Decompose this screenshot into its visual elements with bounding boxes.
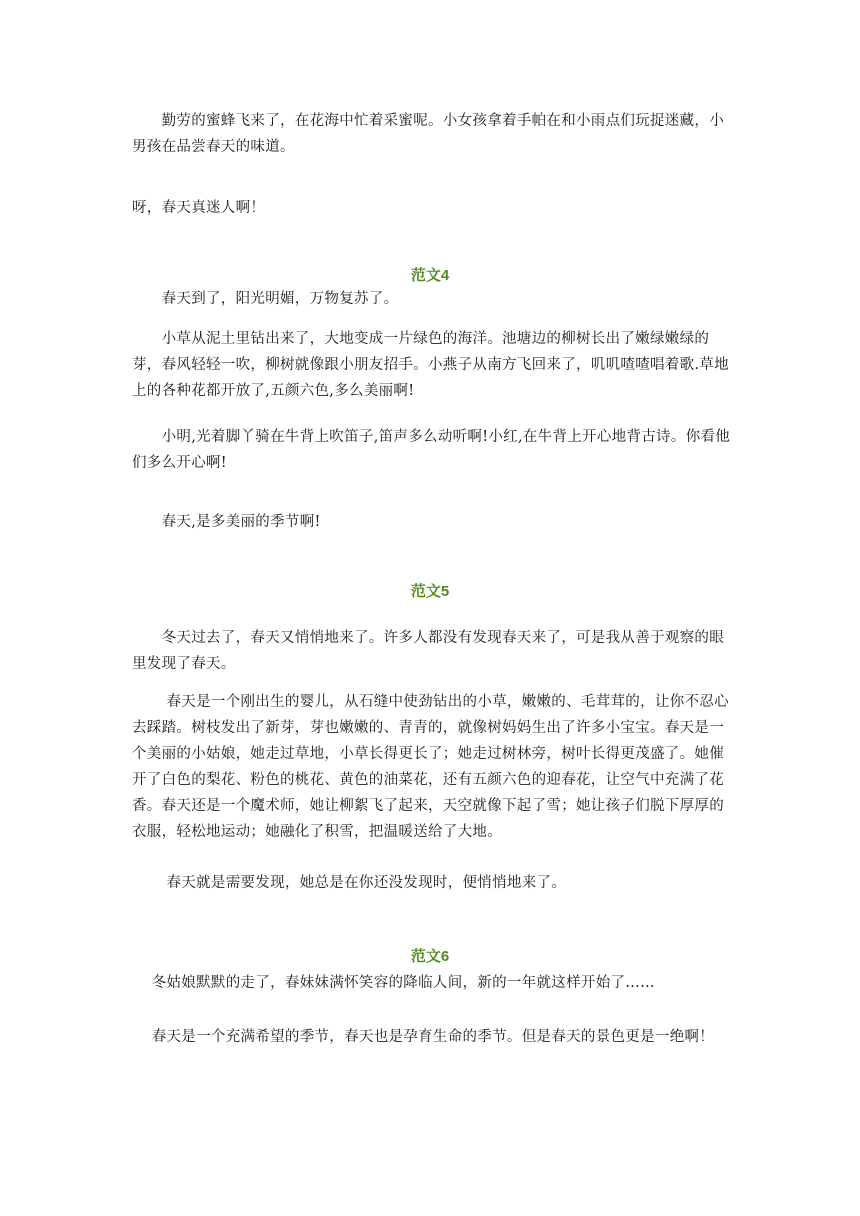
- essay5-heading: 范文5: [410, 583, 450, 600]
- essay4-paragraph-4: 春天,是多美丽的季节啊!: [132, 514, 321, 530]
- essay5-paragraph-2: 春天是一个刚出生的婴儿，从石缝中使劲钻出的小草，嫩嫩的、毛茸茸的，让你不忍心去踩踏。树枝发出了新芽，芽也嫩嫩的、青青的，就像树妈妈生出了许多小宝宝。春天是一个美丽的小姑娘，她走过草地，小草长得更长了；她走过树林旁，树叶长得更茂盛了。她催开了白色的梨花、粉色的桃花、黄色的油菜花，还有五颜六色的迎春花，让空气中充满了花香。春天还是一个魔术师，她让柳絮飞了起来，天空就像下起了雪；她让孩子们脱下厚厚的衣服，轻松地运动；她融化了积雪，把温暖送给了大地。: [132, 694, 729, 840]
- essay4-heading: 范文4: [410, 267, 450, 284]
- intro-paragraph-1: 勤劳的蜜蜂飞来了，在花海中忙着采蜜呢。小女孩拿着手帕在和小雨点们玩捉迷藏，小男孩在品尝春天的味道。: [132, 113, 724, 155]
- essay4-paragraph-3: 小明,光着脚丫骑在牛背上吹笛子,笛声多么动听啊!小红,在牛背上开心地背古诗。你看他们多么开心啊!: [132, 429, 731, 471]
- essay6-paragraph-1: 冬姑娘默默的走了，春妹妹满怀笑容的降临人间，新的一年就这样开始了……: [132, 975, 655, 991]
- essay6-heading: 范文6: [410, 948, 450, 965]
- essay6-paragraph-2: 春天是一个充满希望的季节，春天也是孕育生命的季节。但是春天的景色更是一绝啊！: [132, 1029, 715, 1045]
- intro-paragraph-2: 呀，春天真迷人啊！: [132, 200, 266, 216]
- essay4-paragraph-1: 春天到了，阳光明媚，万物复苏了。: [132, 291, 399, 307]
- essay4-paragraph-2: 小草从泥土里钻出来了，大地变成一片绿色的海洋。池塘边的柳树长出了嫩绿嫩绿的芽，春风轻轻一吹，柳树就像跟小朋友招手。小燕子从南方飞回来了，叽叽喳喳唱着歌.草地上的各种花都开放了,五颜六色,多么美丽啊!: [132, 331, 729, 399]
- essay5-paragraph-3: 春天就是需要发现，她总是在你还没发现时，便悄悄地来了。: [132, 875, 567, 891]
- essay5-paragraph-1: 冬天过去了，春天又悄悄地来了。许多人都没有发现春天来了，可是我从善于观察的眼里发现了春天。: [132, 630, 724, 672]
